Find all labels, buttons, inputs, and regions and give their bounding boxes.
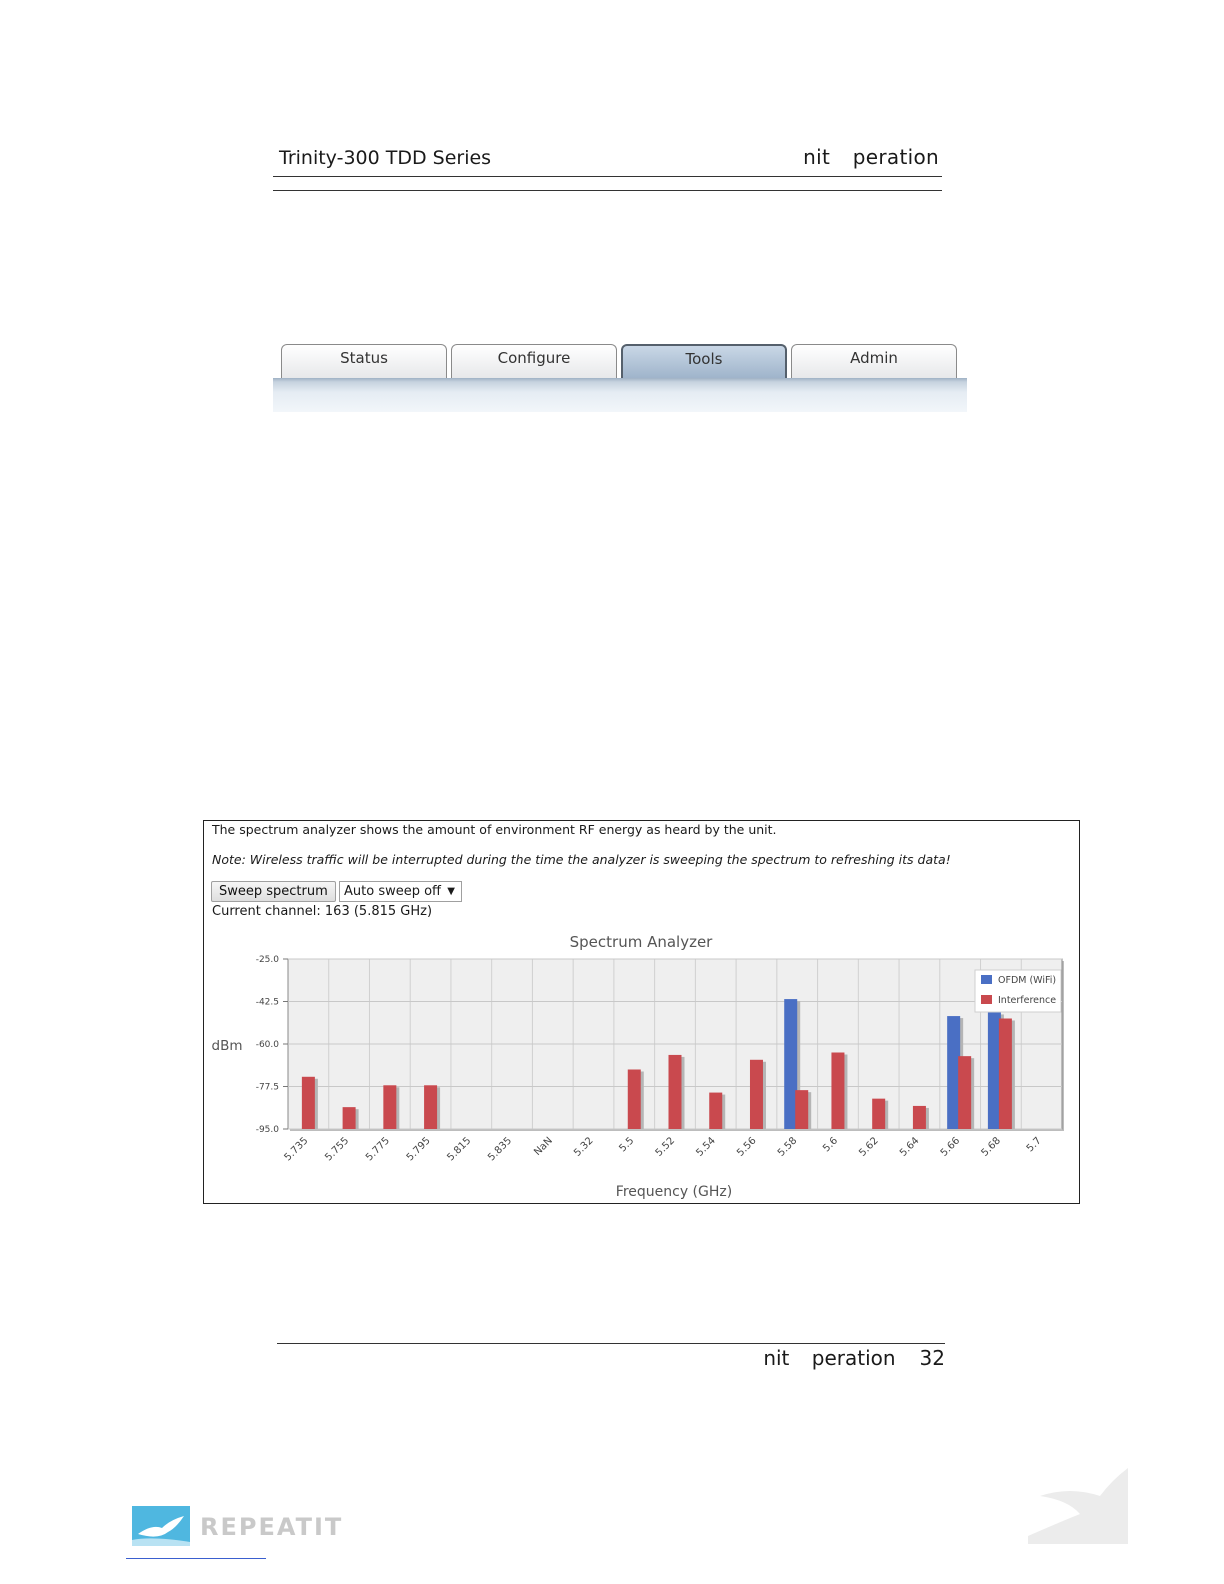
document-header-title: Trinity-300 TDD Series	[279, 147, 492, 169]
bar-interference-5.775	[383, 1085, 396, 1129]
x-tick-label: 5.835	[486, 1135, 515, 1164]
y-tick-label: -42.5	[255, 997, 279, 1008]
header-rule	[273, 176, 942, 177]
tab-content-strip	[273, 378, 967, 412]
y-tick-label: -95.0	[255, 1125, 279, 1135]
tab-bar	[273, 342, 967, 414]
auto-sweep-select[interactable]	[339, 881, 462, 902]
x-tick-label: 5.52	[653, 1135, 678, 1159]
tab-tools[interactable]: Tools	[621, 344, 787, 378]
tab-configure[interactable]: Configure	[451, 344, 617, 378]
y-tick-label: -77.5	[255, 1082, 279, 1093]
legend-swatch	[981, 975, 992, 984]
bar-interference-5.735	[302, 1077, 315, 1129]
y-tick-label: -25.0	[255, 955, 279, 965]
x-tick-label: 5.795	[404, 1135, 433, 1164]
x-tick-label: NaN	[532, 1135, 555, 1159]
bar-interference-5.755	[343, 1107, 356, 1129]
bar-interference-5.795	[424, 1085, 437, 1129]
legend-label: OFDM (WiFi)	[998, 975, 1057, 986]
x-tick-label: 5.6	[821, 1135, 841, 1155]
x-tick-label: 5.58	[775, 1135, 800, 1159]
bar-interference-5.64	[913, 1106, 926, 1129]
spectrum-chart	[204, 926, 1078, 1203]
bar-interference-5.66	[958, 1056, 971, 1129]
repeatit-logo-icon	[132, 1506, 190, 1546]
bar-interference-5.58	[795, 1090, 808, 1129]
header-rule-lower	[273, 190, 942, 191]
watermark-icon	[1020, 1466, 1132, 1546]
y-axis-label: dBm	[211, 1038, 243, 1054]
sweep-spectrum-button[interactable]: Sweep spectrum	[211, 881, 336, 902]
chevron-down-icon: ▼	[447, 886, 455, 897]
x-tick-label: 5.68	[979, 1135, 1004, 1159]
x-tick-label: 5.62	[857, 1135, 881, 1159]
footer-text	[763, 1346, 945, 1370]
y-tick-label: -60.0	[255, 1040, 279, 1050]
bar-interference-5.54	[709, 1093, 722, 1129]
x-tick-label: 5.56	[735, 1135, 759, 1159]
x-tick-label: 5.735	[282, 1135, 311, 1164]
current-channel: Current channel: 163 (5.815 GHz)	[212, 904, 433, 919]
tab-status[interactable]: Status	[281, 344, 447, 378]
panel-description: The spectrum analyzer shows the amount of environment RF energy as heard by the unit.	[212, 822, 777, 837]
bar-interference-5.56	[750, 1060, 763, 1129]
x-tick-label: 5.54	[694, 1135, 718, 1159]
spectrum-analyzer-panel	[203, 820, 1080, 1204]
panel-note: Note: Wireless traffic will be interrupted during the time the analyzer is sweeping the spectrum to refreshing its data!	[212, 852, 951, 867]
bar-interference-5.62	[872, 1099, 885, 1129]
x-tick-label: 5.815	[445, 1135, 474, 1164]
page-number: 32	[919, 1346, 945, 1370]
document-header-section: nit peration	[803, 145, 939, 169]
legend-label: Interference	[998, 995, 1057, 1006]
legend-swatch	[981, 995, 992, 1004]
footer-section: nit peration	[763, 1346, 896, 1370]
bar-interference-5.52	[669, 1055, 682, 1129]
x-tick-label: 5.5	[617, 1135, 637, 1155]
logo-underline	[126, 1558, 266, 1559]
tab-admin[interactable]: Admin	[791, 344, 957, 378]
auto-sweep-value: Auto sweep off	[344, 884, 442, 899]
x-axis-label: Frequency (GHz)	[615, 1184, 733, 1200]
x-tick-label: 5.755	[323, 1135, 352, 1164]
bar-interference-5.6	[831, 1053, 844, 1130]
bar-interference-5.5	[628, 1070, 641, 1130]
x-tick-label: 5.775	[363, 1135, 392, 1164]
x-tick-label: 5.7	[1024, 1135, 1044, 1155]
x-tick-label: 5.64	[898, 1135, 922, 1159]
bar-interference-5.68	[999, 1019, 1012, 1130]
repeatit-logo-text: REPEATIT	[200, 1513, 344, 1541]
x-tick-label: 5.32	[572, 1135, 596, 1159]
footer-rule	[277, 1343, 945, 1344]
x-tick-label: 5.66	[938, 1135, 963, 1159]
chart-title: Spectrum Analyzer	[569, 933, 713, 951]
